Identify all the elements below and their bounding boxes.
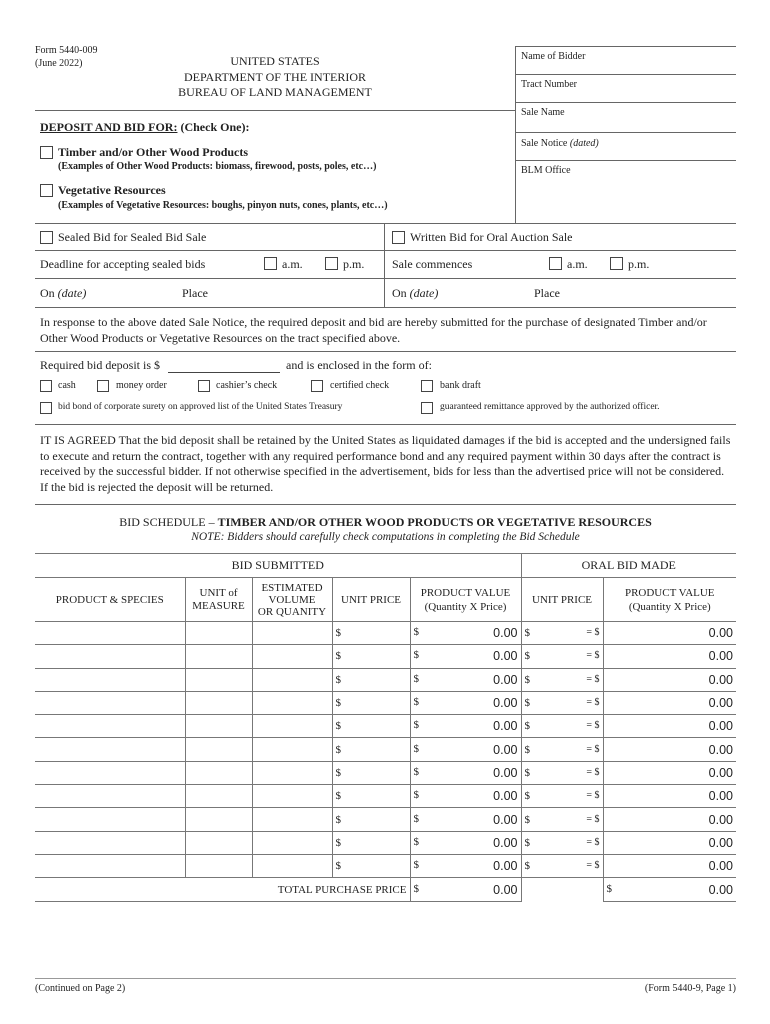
table-row bbox=[35, 715, 736, 738]
product-species-cell[interactable] bbox=[35, 622, 185, 645]
date-label: (date) bbox=[57, 286, 87, 300]
equals-dollar-sign: = $ bbox=[586, 790, 600, 802]
table-row bbox=[35, 645, 736, 668]
sale-commences-label: Sale commences bbox=[392, 257, 473, 271]
oral-product-value: 0.00 bbox=[708, 696, 733, 711]
equals-dollar-sign: = $ bbox=[586, 720, 600, 732]
product-species-cell[interactable] bbox=[35, 854, 185, 877]
oral-unit-price-cell[interactable] bbox=[521, 785, 603, 808]
oral-unit-price-cell[interactable] bbox=[521, 831, 603, 854]
oral-unit-price-cell[interactable] bbox=[521, 645, 603, 668]
product-value: 0.00 bbox=[493, 789, 518, 804]
dollar-sign: $ bbox=[335, 860, 341, 873]
sale-notice-label: Sale Notice bbox=[521, 138, 568, 149]
vegetative-checkbox[interactable] bbox=[40, 184, 53, 197]
oral-product-value: 0.00 bbox=[708, 835, 733, 850]
bid-bond-checkbox[interactable] bbox=[40, 402, 52, 414]
oral-unit-price-cell[interactable] bbox=[521, 691, 603, 714]
oral-product-value-cell[interactable] bbox=[603, 854, 736, 877]
deadline-label: Deadline for accepting sealed bids bbox=[40, 257, 206, 271]
equals-dollar-sign: = $ bbox=[586, 766, 600, 778]
col-estimated-volume bbox=[252, 578, 332, 622]
money-order-checkbox[interactable] bbox=[97, 380, 109, 392]
oral-product-value-cell[interactable] bbox=[603, 831, 736, 854]
estimated-volume-cell[interactable] bbox=[252, 785, 332, 808]
unit-measure-cell[interactable] bbox=[185, 622, 252, 645]
sale-name-field[interactable]: Sale Name bbox=[521, 107, 565, 118]
unit-price-cell[interactable] bbox=[332, 691, 410, 714]
dollar-sign: $ bbox=[413, 649, 419, 662]
product-value: 0.00 bbox=[493, 812, 518, 827]
col-unit-line1: UNIT of bbox=[199, 586, 238, 599]
product-value: 0.00 bbox=[493, 626, 518, 641]
written-bid-checkbox[interactable] bbox=[392, 231, 405, 244]
table-row bbox=[35, 761, 736, 784]
equals-dollar-sign: = $ bbox=[586, 697, 600, 709]
equals-dollar-sign: = $ bbox=[586, 743, 600, 755]
deadline-pm-label: p.m. bbox=[343, 257, 365, 271]
table-row bbox=[35, 668, 736, 691]
commence-pm-checkbox[interactable] bbox=[610, 257, 623, 270]
timber-label: Timber and/or Other Wood Products bbox=[58, 145, 249, 159]
dollar-sign: $ bbox=[524, 720, 530, 733]
deadline-am-label: a.m. bbox=[282, 257, 303, 271]
unit-price-cell[interactable] bbox=[332, 668, 410, 691]
unit-measure-cell[interactable] bbox=[185, 691, 252, 714]
unit-price-cell[interactable] bbox=[332, 761, 410, 784]
agreement-text: IT IS AGREED That the bid deposit shall be retained by the United States as liquidated damages if the bid is accepted and the undersigned fails to execute and return the contract, together with any required performance bond and any required payment within 30 days after the contract is received by the successful bidder. If not otherwise specified in the advertisement, bids for less than the advertised price will not be considered. If the bid is rejected the deposit will be returned. bbox=[40, 433, 731, 494]
oral-total-value: 0.00 bbox=[708, 882, 733, 897]
table-column-header bbox=[35, 578, 736, 622]
table-row bbox=[35, 808, 736, 831]
product-value-cell[interactable] bbox=[410, 854, 521, 877]
oral-bid-header: ORAL BID MADE bbox=[521, 554, 736, 578]
dollar-sign: $ bbox=[524, 813, 530, 826]
oral-product-value-cell[interactable] bbox=[603, 761, 736, 784]
product-value-cell[interactable] bbox=[410, 808, 521, 831]
col-unit-measure bbox=[185, 578, 252, 622]
dollar-sign: $ bbox=[524, 860, 530, 873]
product-species-cell[interactable] bbox=[35, 645, 185, 668]
dollar-sign: $ bbox=[335, 673, 341, 686]
product-species-cell[interactable] bbox=[35, 785, 185, 808]
auction-place-field[interactable]: Place bbox=[534, 286, 560, 300]
product-species-cell[interactable] bbox=[35, 715, 185, 738]
estimated-volume-cell[interactable] bbox=[252, 854, 332, 877]
estimated-volume-cell[interactable] bbox=[252, 622, 332, 645]
dollar-sign: $ bbox=[413, 765, 419, 778]
total-cell[interactable] bbox=[410, 878, 521, 902]
auction-date-field[interactable] bbox=[392, 286, 438, 301]
required-deposit-input[interactable] bbox=[168, 372, 280, 373]
unit-measure-cell[interactable] bbox=[185, 831, 252, 854]
unit-price-cell[interactable] bbox=[332, 622, 410, 645]
col-pv-line2: (Quantity X Price) bbox=[424, 600, 507, 613]
bid-submitted-header: BID SUBMITTED bbox=[35, 554, 521, 578]
dollar-sign: $ bbox=[413, 859, 419, 872]
product-value: 0.00 bbox=[493, 765, 518, 780]
dollar-sign: $ bbox=[335, 697, 341, 710]
product-species-cell[interactable] bbox=[35, 691, 185, 714]
table-row bbox=[35, 738, 736, 761]
dollar-sign: $ bbox=[335, 813, 341, 826]
cash-checkbox[interactable] bbox=[40, 380, 52, 392]
unit-measure-cell[interactable] bbox=[185, 785, 252, 808]
deposit-heading bbox=[40, 120, 249, 135]
dollar-sign: $ bbox=[335, 766, 341, 779]
table-row bbox=[35, 622, 736, 645]
product-value-cell[interactable] bbox=[410, 715, 521, 738]
sale-notice-dated: (dated) bbox=[569, 138, 599, 149]
dollar-sign: $ bbox=[413, 626, 419, 639]
col-est-line1: ESTIMATED bbox=[261, 581, 323, 594]
on-label: On bbox=[392, 286, 407, 300]
schedule-note: NOTE: Bidders should carefully check computations in completing the Bid Schedule bbox=[191, 531, 580, 543]
col-oral-unit-price: UNIT PRICE bbox=[521, 578, 603, 622]
dollar-sign: $ bbox=[524, 673, 530, 686]
guaranteed-remittance-checkbox[interactable] bbox=[421, 402, 433, 414]
dollar-sign: $ bbox=[413, 742, 419, 755]
product-value: 0.00 bbox=[493, 859, 518, 874]
cashiers-check-label: cashier’s check bbox=[216, 380, 278, 391]
dollar-sign: $ bbox=[524, 790, 530, 803]
equals-dollar-sign: = $ bbox=[586, 860, 600, 872]
money-order-label: money order bbox=[116, 380, 167, 391]
dollar-sign: $ bbox=[413, 672, 419, 685]
oral-product-value: 0.00 bbox=[708, 789, 733, 804]
dollar-sign: $ bbox=[524, 697, 530, 710]
unit-measure-cell[interactable] bbox=[185, 668, 252, 691]
agency-line-2: DEPARTMENT OF THE INTERIOR bbox=[183, 69, 367, 84]
col-est-line3: OR QUANITY bbox=[257, 605, 327, 618]
equals-dollar-sign: = $ bbox=[586, 673, 600, 685]
equals-dollar-sign: = $ bbox=[586, 627, 600, 639]
estimated-volume-cell[interactable] bbox=[252, 715, 332, 738]
timber-checkbox[interactable] bbox=[40, 146, 53, 159]
sale-notice-field[interactable] bbox=[521, 138, 599, 149]
product-species-cell[interactable] bbox=[35, 738, 185, 761]
product-value-cell[interactable] bbox=[410, 761, 521, 784]
required-deposit-label: Required bid deposit is $ bbox=[40, 358, 160, 372]
dollar-sign: $ bbox=[335, 743, 341, 756]
agency-line-3: BUREAU OF LAND MANAGEMENT bbox=[178, 85, 372, 99]
sealed-date-field[interactable] bbox=[40, 286, 86, 301]
unit-price-cell[interactable] bbox=[332, 831, 410, 854]
bid-schedule-table bbox=[35, 553, 736, 902]
tract-number-field[interactable]: Tract Number bbox=[521, 79, 578, 90]
on-label: On bbox=[40, 286, 55, 300]
sealed-bid-label: Sealed Bid for Sealed Bid Sale bbox=[58, 230, 207, 244]
sealed-place-field[interactable]: Place bbox=[182, 286, 208, 300]
unit-price-cell[interactable] bbox=[332, 808, 410, 831]
dollar-sign: $ bbox=[335, 650, 341, 663]
date-label: (date) bbox=[409, 286, 439, 300]
col-oral-pv-line1: PRODUCT VALUE bbox=[624, 586, 715, 599]
bank-draft-checkbox[interactable] bbox=[421, 380, 433, 392]
form-number-block bbox=[35, 44, 98, 70]
dollar-sign: $ bbox=[524, 650, 530, 663]
oral-product-value-cell[interactable] bbox=[603, 691, 736, 714]
unit-measure-cell[interactable] bbox=[185, 761, 252, 784]
col-product-species: PRODUCT & SPECIES bbox=[35, 578, 185, 622]
oral-product-value-cell[interactable] bbox=[603, 668, 736, 691]
unit-measure-cell[interactable] bbox=[185, 854, 252, 877]
dollar-sign: $ bbox=[413, 696, 419, 709]
page-number: (Form 5440-9, Page 1) bbox=[644, 983, 736, 994]
equals-dollar-sign: = $ bbox=[586, 836, 600, 848]
agency-title bbox=[160, 54, 390, 101]
bid-bond-label: bid bond of corporate surety on approved list of the United States Treasury bbox=[58, 402, 343, 412]
deadline-am-checkbox[interactable] bbox=[264, 257, 277, 270]
estimated-volume-cell[interactable] bbox=[252, 808, 332, 831]
table-row bbox=[35, 831, 736, 854]
timber-examples: (Examples of Other Wood Products: biomass, firewood, posts, poles, etc…) bbox=[58, 161, 377, 172]
dollar-sign: $ bbox=[413, 719, 419, 732]
estimated-volume-cell[interactable] bbox=[252, 738, 332, 761]
schedule-title-bold: TIMBER AND/OR OTHER WOOD PRODUCTS OR VEGETATIVE RESOURCES bbox=[217, 515, 652, 529]
equals-dollar-sign: = $ bbox=[586, 650, 600, 662]
product-value-cell[interactable] bbox=[410, 831, 521, 854]
total-label: TOTAL PURCHASE PRICE bbox=[35, 878, 410, 902]
deposit-heading-label: DEPOSIT AND BID FOR: bbox=[40, 120, 178, 134]
product-species-cell[interactable] bbox=[35, 668, 185, 691]
dollar-sign: $ bbox=[524, 766, 530, 779]
unit-price-cell[interactable] bbox=[332, 715, 410, 738]
product-species-cell[interactable] bbox=[35, 761, 185, 784]
product-value: 0.00 bbox=[493, 672, 518, 687]
total-row bbox=[35, 878, 736, 902]
submission-statement: In response to the above dated Sale Notice, the required deposit and bid are hereby submitted for the purchase of designated Timber and/or Other Wood Products or Vegetative Resources on the tract specified above. bbox=[40, 315, 707, 345]
table-row bbox=[35, 854, 736, 877]
unit-measure-cell[interactable] bbox=[185, 645, 252, 668]
oral-unit-price-cell[interactable] bbox=[521, 715, 603, 738]
oral-total-cell[interactable] bbox=[603, 878, 736, 902]
product-value-cell[interactable] bbox=[410, 738, 521, 761]
unit-measure-cell[interactable] bbox=[185, 738, 252, 761]
vegetative-examples: (Examples of Vegetative Resources: boughs, pinyon nuts, cones, plants, etc…) bbox=[58, 200, 388, 211]
col-unit-line2: MEASURE bbox=[192, 599, 245, 612]
commence-am-checkbox[interactable] bbox=[549, 257, 562, 270]
cash-label: cash bbox=[58, 380, 76, 391]
product-value-cell[interactable] bbox=[410, 622, 521, 645]
dollar-sign: $ bbox=[524, 836, 530, 849]
written-bid-label: Written Bid for Oral Auction Sale bbox=[410, 230, 573, 244]
estimated-volume-cell[interactable] bbox=[252, 761, 332, 784]
oral-product-value: 0.00 bbox=[708, 812, 733, 827]
certified-check-label: certified check bbox=[330, 380, 390, 391]
table-row bbox=[35, 785, 736, 808]
oral-product-value-cell[interactable] bbox=[603, 785, 736, 808]
agency-line-1: UNITED STATES bbox=[230, 54, 320, 68]
product-species-cell[interactable] bbox=[35, 831, 185, 854]
oral-product-value: 0.00 bbox=[708, 765, 733, 780]
vegetative-label: Vegetative Resources bbox=[58, 183, 166, 197]
table-row bbox=[35, 691, 736, 714]
product-value-cell[interactable] bbox=[410, 645, 521, 668]
col-est-line2: VOLUME bbox=[268, 593, 316, 606]
product-value-cell[interactable] bbox=[410, 691, 521, 714]
dollar-sign: $ bbox=[606, 882, 612, 895]
continued-note: (Continued on Page 2) bbox=[35, 983, 126, 994]
oral-product-value: 0.00 bbox=[708, 859, 733, 874]
oral-unit-price-cell[interactable] bbox=[521, 761, 603, 784]
oral-product-value-cell[interactable] bbox=[603, 715, 736, 738]
dollar-sign: $ bbox=[413, 835, 419, 848]
oral-product-value-cell[interactable] bbox=[603, 808, 736, 831]
unit-price-cell[interactable] bbox=[332, 854, 410, 877]
table-group-header bbox=[35, 554, 736, 578]
schedule-title-prefix: BID SCHEDULE – bbox=[119, 515, 218, 529]
commence-pm-label: p.m. bbox=[628, 257, 650, 271]
product-value: 0.00 bbox=[493, 696, 518, 711]
unit-measure-cell[interactable] bbox=[185, 808, 252, 831]
oral-unit-price-cell[interactable] bbox=[521, 808, 603, 831]
oral-product-value: 0.00 bbox=[708, 672, 733, 687]
oral-product-value-cell[interactable] bbox=[603, 622, 736, 645]
oral-product-value-cell[interactable] bbox=[603, 738, 736, 761]
commence-am-label: a.m. bbox=[567, 257, 588, 271]
guaranteed-remittance-label: guaranteed remittance approved by the authorized officer. bbox=[440, 402, 660, 412]
form-number: Form 5440-009 bbox=[35, 45, 98, 56]
dollar-sign: $ bbox=[524, 743, 530, 756]
estimated-volume-cell[interactable] bbox=[252, 691, 332, 714]
dollar-sign: $ bbox=[413, 812, 419, 825]
dollar-sign: $ bbox=[413, 789, 419, 802]
dollar-sign: $ bbox=[335, 790, 341, 803]
oral-product-value: 0.00 bbox=[708, 742, 733, 757]
form-date: (June 2022) bbox=[35, 58, 83, 69]
oral-total-blank bbox=[521, 878, 603, 902]
oral-product-value: 0.00 bbox=[708, 719, 733, 734]
estimated-volume-cell[interactable] bbox=[252, 831, 332, 854]
col-pv-line1: PRODUCT VALUE bbox=[420, 586, 511, 599]
unit-price-cell[interactable] bbox=[332, 645, 410, 668]
estimated-volume-cell[interactable] bbox=[252, 645, 332, 668]
bank-draft-label: bank draft bbox=[440, 380, 481, 391]
dollar-sign: $ bbox=[335, 720, 341, 733]
product-value-cell[interactable] bbox=[410, 668, 521, 691]
col-unit-price: UNIT PRICE bbox=[332, 578, 410, 622]
oral-unit-price-cell[interactable] bbox=[521, 854, 603, 877]
bidder-name-field[interactable]: Name of Bidder bbox=[521, 51, 586, 62]
certified-check-checkbox[interactable] bbox=[311, 380, 323, 392]
oral-product-value: 0.00 bbox=[708, 649, 733, 664]
dollar-sign: $ bbox=[335, 836, 341, 849]
oral-unit-price-cell[interactable] bbox=[521, 622, 603, 645]
enclosed-label: and is enclosed in the form of: bbox=[286, 358, 432, 372]
product-value-cell[interactable] bbox=[410, 785, 521, 808]
sealed-bid-checkbox[interactable] bbox=[40, 231, 53, 244]
deadline-pm-checkbox[interactable] bbox=[325, 257, 338, 270]
equals-dollar-sign: = $ bbox=[586, 813, 600, 825]
unit-price-cell[interactable] bbox=[332, 738, 410, 761]
cashiers-check-checkbox[interactable] bbox=[198, 380, 210, 392]
product-value: 0.00 bbox=[493, 835, 518, 850]
blm-office-field[interactable]: BLM Office bbox=[521, 165, 571, 176]
product-value: 0.00 bbox=[493, 742, 518, 757]
oral-product-value: 0.00 bbox=[708, 626, 733, 641]
product-value: 0.00 bbox=[493, 719, 518, 734]
dollar-sign: $ bbox=[524, 627, 530, 640]
unit-measure-cell[interactable] bbox=[185, 715, 252, 738]
oral-unit-price-cell[interactable] bbox=[521, 738, 603, 761]
total-value: 0.00 bbox=[493, 882, 518, 897]
estimated-volume-cell[interactable] bbox=[252, 668, 332, 691]
col-oral-product-value bbox=[603, 578, 736, 622]
dollar-sign: $ bbox=[413, 882, 419, 895]
deposit-heading-suffix: (Check One): bbox=[180, 120, 250, 134]
oral-product-value-cell[interactable] bbox=[603, 645, 736, 668]
oral-unit-price-cell[interactable] bbox=[521, 668, 603, 691]
unit-price-cell[interactable] bbox=[332, 785, 410, 808]
dollar-sign: $ bbox=[335, 627, 341, 640]
product-species-cell[interactable] bbox=[35, 808, 185, 831]
product-value: 0.00 bbox=[493, 649, 518, 664]
col-product-value bbox=[410, 578, 521, 622]
col-oral-pv-line2: (Quantity X Price) bbox=[628, 600, 711, 613]
schedule-title bbox=[35, 515, 736, 530]
